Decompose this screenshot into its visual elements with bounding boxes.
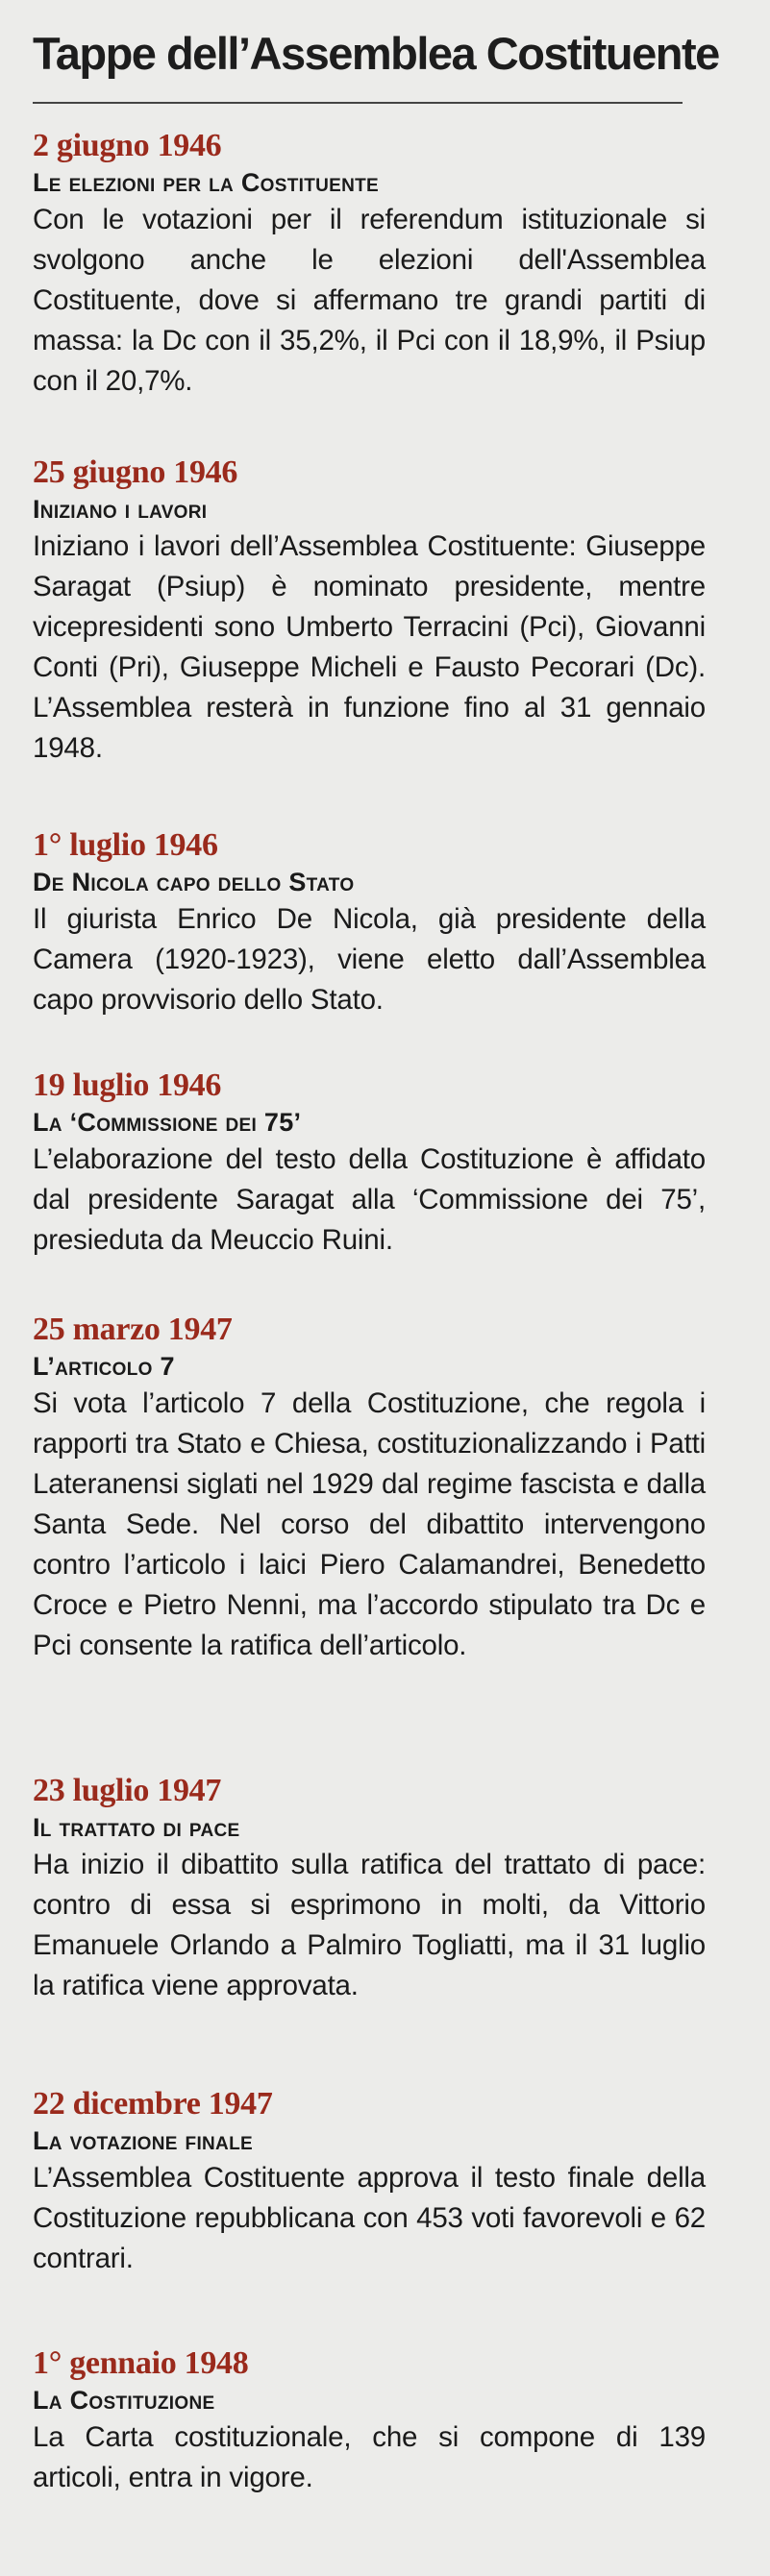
entry-date: 25 marzo 1947 bbox=[33, 1312, 233, 1347]
entry-body: Il giurista Enrico De Nicola, già presidente della Camera (1920-1923), viene eletto dall’Assemblea capo provvisorio dello Stato. bbox=[33, 903, 706, 1016]
entry-date: 25 giugno 1946 bbox=[33, 454, 238, 490]
entry-body: Si vota l’articolo 7 della Costituzione, che regola i rapporti tra Stato e Chiesa, costituzionalizzando i Patti Lateranensi siglati nel 1929 dal regime fascista e dalla Santa Sede. Nel corso del dibattito intervengono contro l’articolo i laici Piero Calamandrei, Benedetto Croce e Pietro Nenni, ma l’accordo stipulato tra Dc e Pci consente la ratifica dell’articolo. bbox=[33, 1387, 706, 1661]
entry-date: 22 dicembre 1947 bbox=[33, 2086, 273, 2122]
entry-heading: La Costituzione bbox=[33, 2386, 215, 2415]
entry-date: 1° luglio 1946 bbox=[33, 827, 218, 863]
entry-heading: La votazione finale bbox=[33, 2126, 253, 2155]
entry-date: 19 luglio 1946 bbox=[33, 1067, 222, 1103]
entry-body: L’Assemblea Costituente approva il testo finale della Costituzione repubblicana con 453 voti favorevoli e 62 contrari. bbox=[33, 2162, 706, 2274]
entry-heading: La ‘Commissione dei 75’ bbox=[33, 1108, 302, 1137]
timeline-entry bbox=[33, 1772, 706, 2006]
timeline-entry bbox=[33, 2085, 706, 2279]
entry-body: Ha inizio il dibattito sulla ratifica del trattato di pace: contro di essa si esprimono in molti, da Vittorio Emanuele Orlando a Palmiro Togliatti, ma il 31 luglio la ratifica viene approvata. bbox=[33, 1849, 706, 2001]
timeline-entry bbox=[33, 127, 706, 402]
page-title: Tappe dell’Assemblea Costituente bbox=[33, 28, 719, 79]
timeline-entry bbox=[33, 1311, 706, 1666]
entry-date: 2 giugno 1946 bbox=[33, 128, 222, 163]
entry-date: 23 luglio 1947 bbox=[33, 1773, 222, 1808]
entry-body: L’elaborazione del testo della Costituzione è affidato dal presidente Saragat alla ‘Commissione dei 75’, presieduta da Meuccio Ruini. bbox=[33, 1143, 706, 1256]
title-divider bbox=[33, 102, 683, 104]
entry-heading: Le elezioni per la Costituente bbox=[33, 168, 380, 197]
entry-body: Con le votazioni per il referendum istituzionale si svolgono anche le elezioni dell'Assemblea Costituente, dove si affermano tre grandi partiti di massa: la Dc con il 35,2%, il Pci con il 18,9%, il Psiup con il 20,7%. bbox=[33, 204, 706, 397]
entry-heading: Il trattato di pace bbox=[33, 1813, 240, 1842]
entry-heading: L’articolo 7 bbox=[33, 1352, 175, 1381]
entry-date: 1° gennaio 1948 bbox=[33, 2345, 249, 2381]
entry-heading: Iniziano i lavori bbox=[33, 495, 208, 524]
timeline-entry bbox=[33, 2344, 706, 2498]
entry-body: La Carta costituzionale, che si compone di 139 articoli, entra in vigore. bbox=[33, 2421, 706, 2493]
entry-heading: De Nicola capo dello Stato bbox=[33, 868, 355, 896]
timeline-entry bbox=[33, 1067, 706, 1261]
timeline-entry bbox=[33, 454, 706, 769]
entry-body: Iniziano i lavori dell’Assemblea Costituente: Giuseppe Saragat (Psiup) è nominato presidente, mentre vicepresidenti sono Umberto Terracini (Pci), Giovanni Conti (Pri), Giuseppe Micheli e Fausto Pecorari (Dc). L’Assemblea resterà in funzione fino al 31 gennaio 1948. bbox=[33, 530, 706, 764]
timeline-entry bbox=[33, 826, 706, 1020]
